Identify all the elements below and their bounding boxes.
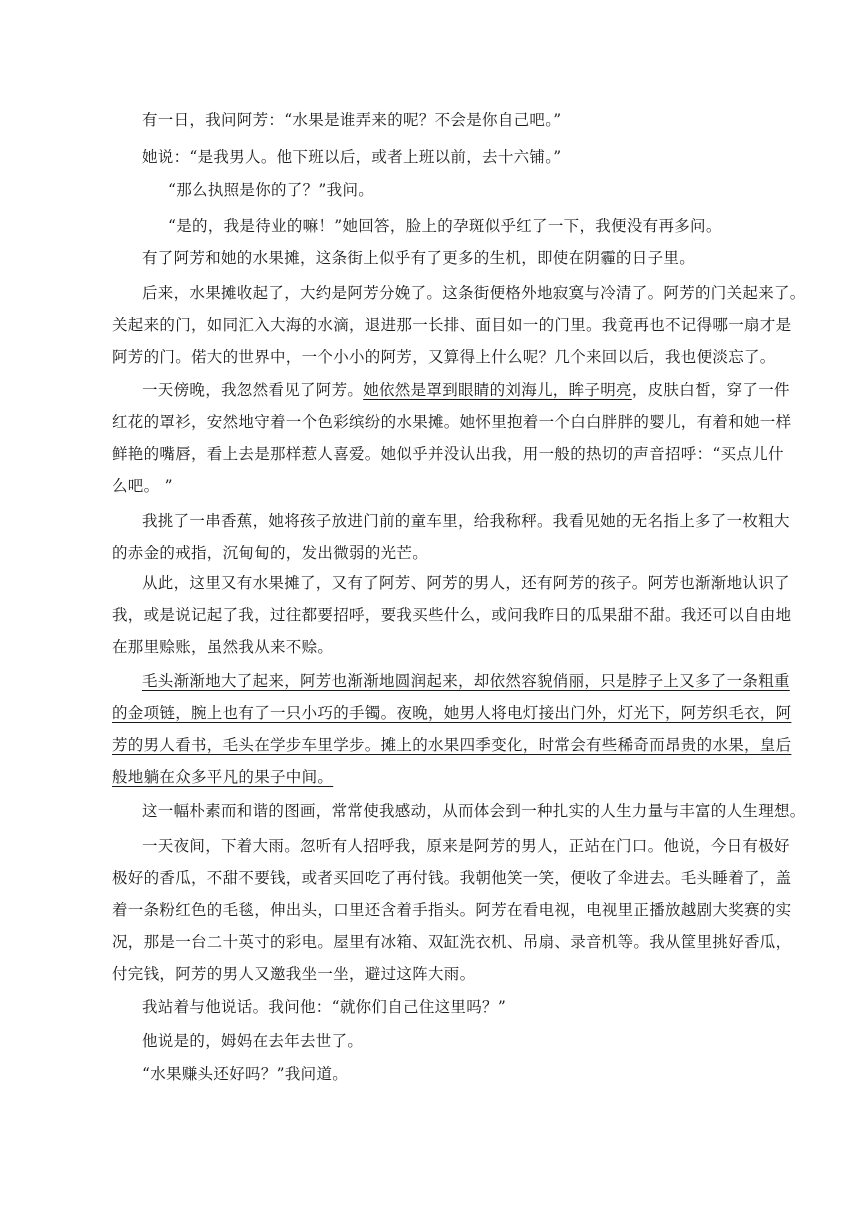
underlined-text: 般地躺在众多平凡的果子中间。: [112, 768, 334, 786]
paragraph: [112, 174, 762, 206]
underlined-text: 她依然是罩到眼睛的刘海儿，眸子明亮: [363, 381, 632, 399]
text-line: 她说：“是我男人。他下班以后，或者上班以前，去十六铺。”: [142, 148, 562, 166]
paragraph: [112, 830, 792, 990]
paragraph: [112, 104, 762, 136]
text-line: “那么执照是你的了？”我问。: [168, 181, 375, 199]
text-line: “是的，我是待业的嘛！”她回答，脸上的孕斑似乎红了一下，我便没有再多问。: [168, 217, 722, 235]
text-line: 鲜艳的嘴唇，看上去是那样惹人喜爱。她似乎并没认出我，用一般的热切的声音招呼：“买点儿什: [112, 445, 784, 463]
text-line: 一天夜间，下着大雨。忽听有人招呼我，原来是阿芳的男人，正站在门口。他说，今日有极好: [142, 837, 790, 855]
text-line: 付完钱，阿芳的男人又邀我坐一坐，避过这阵大雨。: [112, 965, 476, 983]
text-line: 么吧。 ”: [112, 477, 173, 495]
text-line: 这一幅朴素而和谐的图画，常常使我感动，从而体会到一种扎实的人生力量与丰富的人生理想。: [142, 802, 806, 820]
paragraph: [112, 141, 762, 173]
paragraph: [112, 374, 792, 502]
text-line: 我，或是说记起了我，过往都要招呼，要我买些什么，或问我昨日的瓜果甜不甜。我还可以自由地: [112, 606, 792, 624]
underlined-text: 的金项链，腕上也有了一只小巧的手镯。夜晚，她男人将电灯接出门外，灯光下，阿芳织毛衣，阿: [112, 704, 792, 722]
paragraph: [112, 210, 762, 242]
text-line: ，皮肤白皙，穿了一件: [631, 381, 790, 399]
text-line: 在那里赊账，虽然我从来不赊。: [112, 638, 334, 656]
underlined-text: 毛头渐渐地大了起来，阿芳也渐渐地圆润起来，却依然容貌俏丽，只是脖子上又多了一条粗重: [142, 672, 790, 690]
text-line: 红花的罩衫，安然地守着一个色彩缤纷的水果摊。她怀里抱着一个白白胖胖的婴儿，有着和她一样: [112, 413, 792, 431]
paragraph: [112, 277, 806, 373]
text-line: 从此，这里又有水果摊了，又有了阿芳、阿芳的男人，还有阿芳的孩子。阿芳也渐渐地认识了: [142, 574, 790, 592]
paragraph: [112, 242, 762, 274]
paragraph: [112, 1025, 762, 1057]
text-line: 的赤金的戒指，沉甸甸的，发出微弱的光芒。: [112, 544, 429, 562]
text-line: 后来，水果摊收起了，大约是阿芳分娩了。这条街便格外地寂寞与冷清了。阿芳的门关起来了。: [142, 284, 806, 302]
text-line: 我挑了一串香蕉，她将孩子放进门前的童车里，给我称秤。我看见她的无名指上多了一枚粗大: [142, 512, 790, 530]
paragraph: [112, 567, 792, 663]
paragraph: [112, 991, 762, 1023]
text-line: “水果赚头还好吗？”我问道。: [142, 1065, 349, 1083]
paragraph: [112, 795, 806, 827]
text-line: 极好的香瓜，不甜不要钱，或者买回吃了再付钱。我朝他笑一笑，便收了伞进去。毛头睡着了，盖: [112, 869, 792, 887]
text-line: 他说是的，姆妈在去年去世了。: [142, 1032, 364, 1050]
underlined-text: 芳的男人看书，毛头在学步车里学步。摊上的水果四季变化，时常会有些稀奇而昂贵的水果，皇后: [112, 736, 792, 754]
text-line: 况，那是一台二十英寸的彩电。屋里有冰箱、双缸洗衣机、吊扇、录音机等。我从筐里挑好香瓜，: [112, 933, 792, 951]
text-line: 有一日，我问阿芳：“水果是谁弄来的呢？不会是你自己吧。”: [142, 111, 562, 129]
paragraph: [112, 665, 792, 793]
text-line: 有了阿芳和她的水果摊，这条街上似乎有了更多的生机，即使在阴霾的日子里。: [142, 249, 696, 267]
text-line: 着一条粉红色的毛毯，伸出头，口里还含着手指头。阿芳在看电视，电视里正播放越剧大奖赛的实: [112, 901, 792, 919]
paragraph: [112, 505, 790, 569]
text-line: 一天傍晚，我忽然看见了阿芳。: [142, 381, 364, 399]
text-line: 阿芳的门。偌大的世界中，一个小小的阿芳，又算得上什么呢？几个来回以后，我也便淡忘了。: [112, 348, 776, 366]
paragraph: [112, 1058, 762, 1090]
text-line: 关起来的门，如同汇入大海的水滴，退进那一长排、面目如一的门里。我竟再也不记得哪一扇才是: [112, 316, 792, 334]
text-line: 我站着与他说话。我问他：“就你们自己住这里吗？”: [142, 998, 507, 1016]
